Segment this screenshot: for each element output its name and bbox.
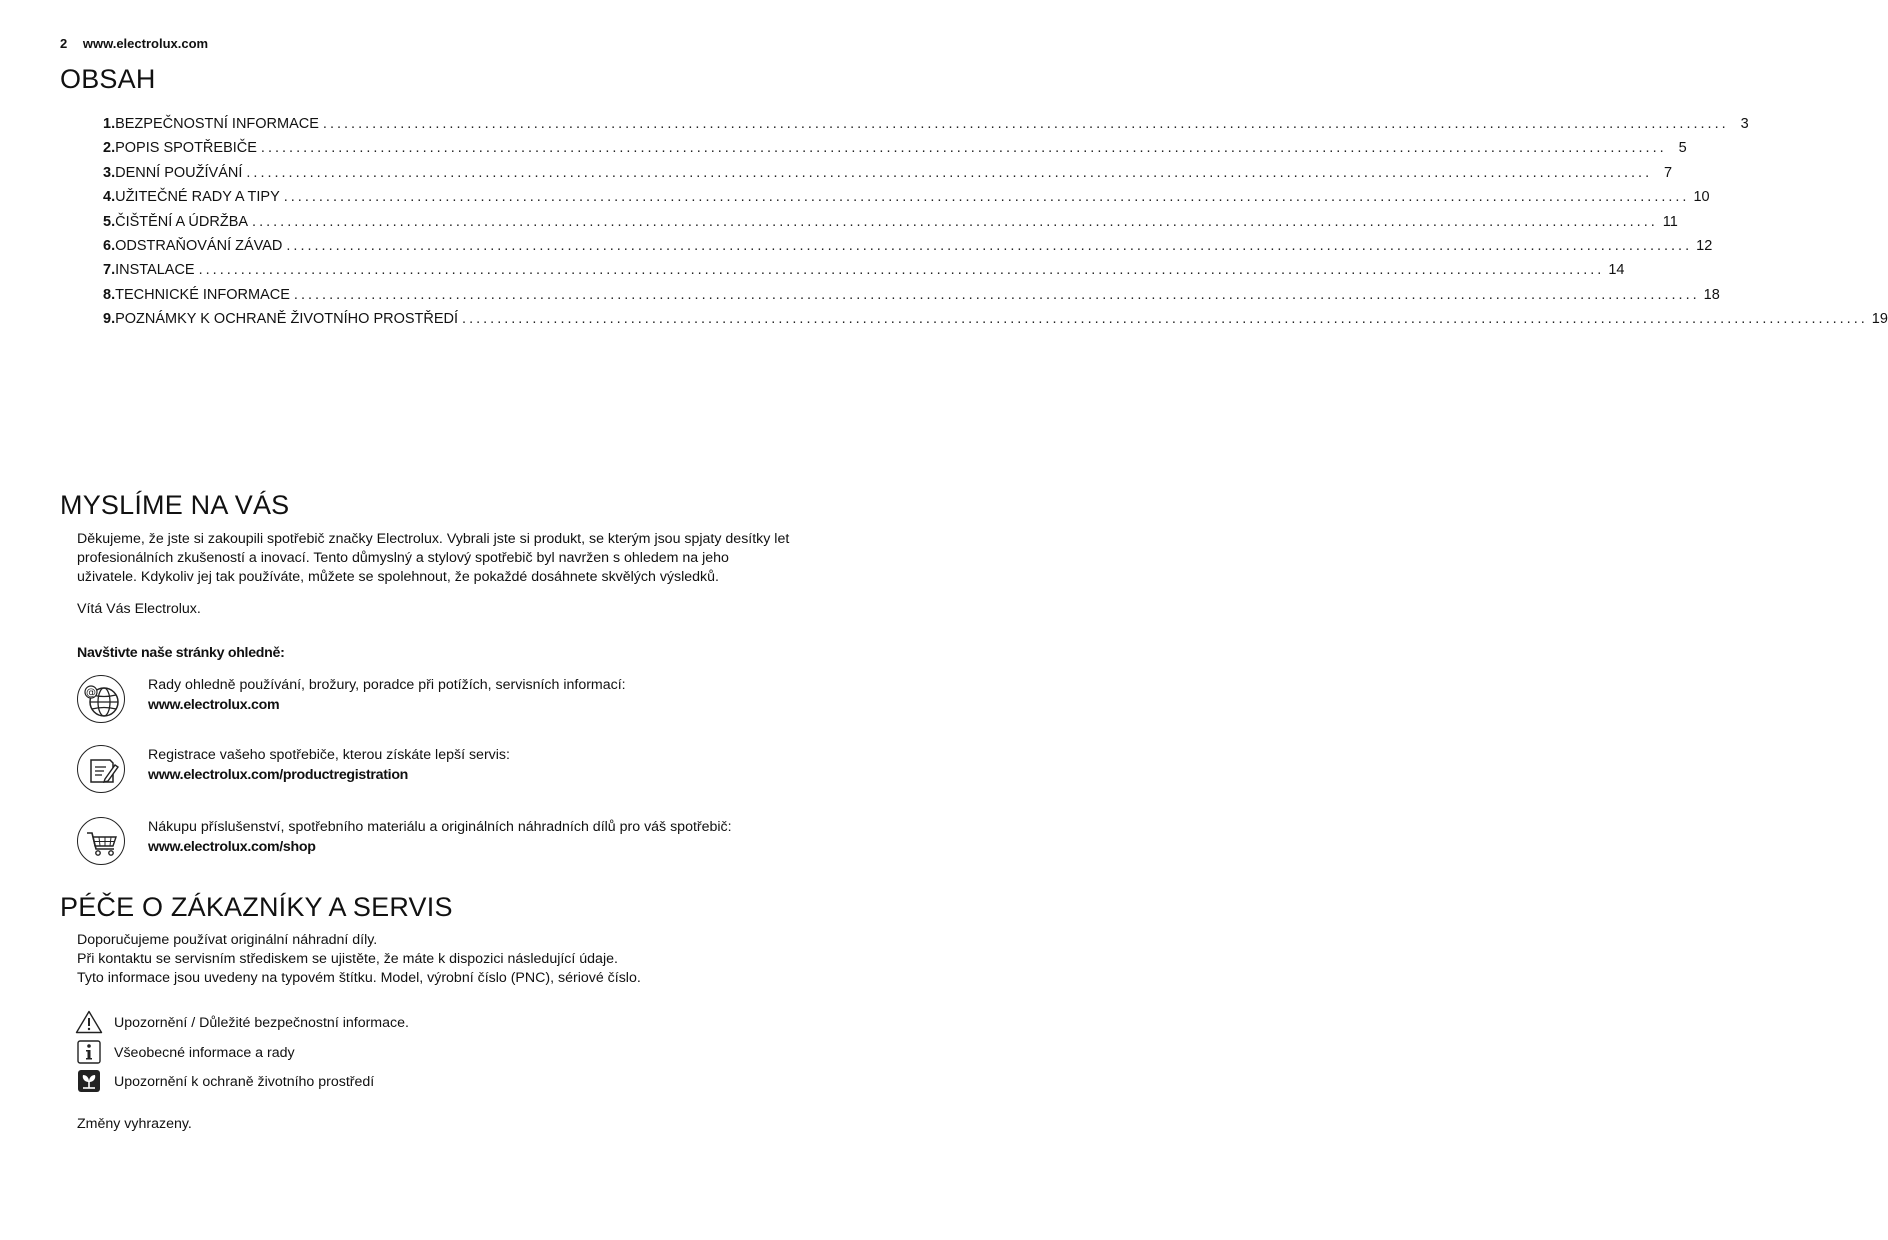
customer-care-title: PÉČE O ZÁKAZNÍKY A SERVIS xyxy=(60,892,453,922)
care-line: Při kontaktu se servisním střediskem se ujistěte, že máte k dispozici následující údaje. xyxy=(77,951,618,967)
visit-heading: Navštivte naše stránky ohledně: xyxy=(77,645,285,661)
toc-number: 5. xyxy=(103,213,116,230)
toc-page: 7 xyxy=(1664,164,1673,181)
environment-icon xyxy=(75,1069,103,1093)
toc-page: 3 xyxy=(1740,116,1749,132)
toc-number: 8. xyxy=(103,286,116,303)
toc-leader: ........................................................................................................................................................................................................ xyxy=(286,237,1693,254)
visit-text-block xyxy=(148,817,732,857)
toc-page: 14 xyxy=(1608,262,1625,279)
care-line: Tyto informace jsou uvedeny na typovém štítku. Model, výrobní číslo (PNC), sériové číslo. xyxy=(77,970,641,986)
toc-item[interactable] xyxy=(103,164,1673,189)
care-line: Doporučujeme používat originální náhradní díly. xyxy=(77,932,378,948)
toc-title: ODSTRAŇOVÁNÍ ZÁVAD xyxy=(115,237,283,254)
shopping-cart-icon xyxy=(77,817,125,865)
toc-item[interactable] xyxy=(103,237,1713,262)
toc-number: 9. xyxy=(103,311,116,328)
toc-number: 3. xyxy=(103,164,116,181)
contents-title: OBSAH xyxy=(60,64,156,94)
care-paragraph xyxy=(77,931,827,988)
toc-leader: ........................................................................................................................................................................................................ xyxy=(462,311,1868,328)
toc-leader: ........................................................................................................................................................................................................ xyxy=(252,213,1658,230)
visit-description: Registrace vašeho spotřebiče, kterou získáte lepší servis: xyxy=(148,747,510,763)
page-header xyxy=(60,36,208,51)
symbol-description: Upozornění k ochraně životního prostředí xyxy=(114,1074,375,1090)
product-registration-link[interactable]: www.electrolux.com/productregistration xyxy=(148,767,409,783)
visit-item xyxy=(77,745,837,799)
page-number: 2 xyxy=(60,36,68,51)
website-link[interactable]: www.electrolux.com xyxy=(82,36,209,51)
visit-text-block xyxy=(148,675,626,715)
toc-number: 1. xyxy=(103,116,116,132)
toc-number: 4. xyxy=(103,189,116,206)
toc-title: POPIS SPOTŘEBIČE xyxy=(115,140,257,157)
toc-page: 12 xyxy=(1696,237,1713,254)
visit-text-block xyxy=(148,745,510,785)
toc-item[interactable] xyxy=(103,189,1710,213)
toc-page: 5 xyxy=(1678,140,1687,157)
symbol-description: Všeobecné informace a rady xyxy=(114,1045,295,1061)
visit-description: Nákupu příslušenství, spotřebního materiálu a originálních náhradních dílů pro váš spotřebič: xyxy=(148,819,732,835)
svg-text:@: @ xyxy=(86,687,96,699)
toc-page: 10 xyxy=(1693,189,1710,206)
thinking-of-you-title: MYSLÍME NA VÁS xyxy=(60,490,290,520)
toc-page: 18 xyxy=(1703,286,1720,303)
toc-leader: ........................................................................................................................................................................................................ xyxy=(322,116,1729,132)
toc-leader: ........................................................................................................................................................................................................ xyxy=(246,164,1653,181)
visit-item xyxy=(77,817,837,871)
toc-title: BEZPEČNOSTNÍ INFORMACE xyxy=(115,116,319,132)
info-icon xyxy=(75,1040,103,1064)
toc-page: 11 xyxy=(1662,213,1678,230)
toc-number: 2. xyxy=(103,140,116,157)
table-of-contents xyxy=(103,116,1888,336)
toc-title: TECHNICKÉ INFORMACE xyxy=(115,286,290,303)
toc-title: DENNÍ POUŽÍVÁNÍ xyxy=(115,164,243,181)
toc-item[interactable] xyxy=(103,140,1687,164)
intro-paragraph xyxy=(77,530,827,587)
globe-icon xyxy=(77,675,125,723)
toc-item[interactable] xyxy=(103,286,1720,311)
intro-line: Děkujeme, že jste si zakoupili spotřebič značky Electrolux. Vybrali jste si produkt, se kterým jsou spjaty desítky let xyxy=(77,531,790,547)
changes-reserved: Změny vyhrazeny. xyxy=(77,1116,192,1132)
toc-number: 6. xyxy=(103,237,116,254)
toc-leader: ........................................................................................................................................................................................................ xyxy=(260,140,1667,157)
intro-line: uživatele. Kdykoliv jej tak používáte, můžete se spolehnout, že pokaždé dosáhnete skvělých výsledků. xyxy=(77,569,719,585)
toc-item[interactable] xyxy=(103,262,1625,286)
toc-item[interactable] xyxy=(103,213,1678,238)
intro-line: profesionálních zkušeností a inovací. Tento důmyslný a stylový spotřebič byl navržen s ohledem na jeho xyxy=(77,550,729,566)
symbol-description: Upozornění / Důležité bezpečnostní informace. xyxy=(114,1015,409,1031)
toc-title: INSTALACE xyxy=(115,262,195,279)
toc-item[interactable] xyxy=(103,311,1888,335)
shop-link[interactable]: www.electrolux.com/shop xyxy=(148,839,316,855)
visit-item xyxy=(77,675,837,729)
toc-leader: ........................................................................................................................................................................................................ xyxy=(198,262,1605,279)
warning-triangle-icon xyxy=(75,1010,103,1034)
toc-title: POZNÁMKY K OCHRANĚ ŽIVOTNÍHO PROSTŘEDÍ xyxy=(115,311,459,328)
toc-page: 19 xyxy=(1871,311,1888,328)
toc-title: ČIŠTĚNÍ A ÚDRŽBA xyxy=(115,213,249,230)
visit-description: Rady ohledně používání, brožury, poradce při potížích, servisních informací: xyxy=(148,677,626,693)
toc-title: UŽITEČNÉ RADY A TIPY xyxy=(115,189,280,206)
toc-leader: ........................................................................................................................................................................................................ xyxy=(293,286,1700,303)
toc-item[interactable] xyxy=(103,116,1749,140)
welcome-text: Vítá Vás Electrolux. xyxy=(77,601,201,617)
toc-number: 7. xyxy=(103,262,116,279)
toc-leader: ........................................................................................................................................................................................................ xyxy=(283,189,1690,206)
electrolux-website-link[interactable]: www.electrolux.com xyxy=(148,697,280,713)
registration-form-icon xyxy=(77,745,125,793)
